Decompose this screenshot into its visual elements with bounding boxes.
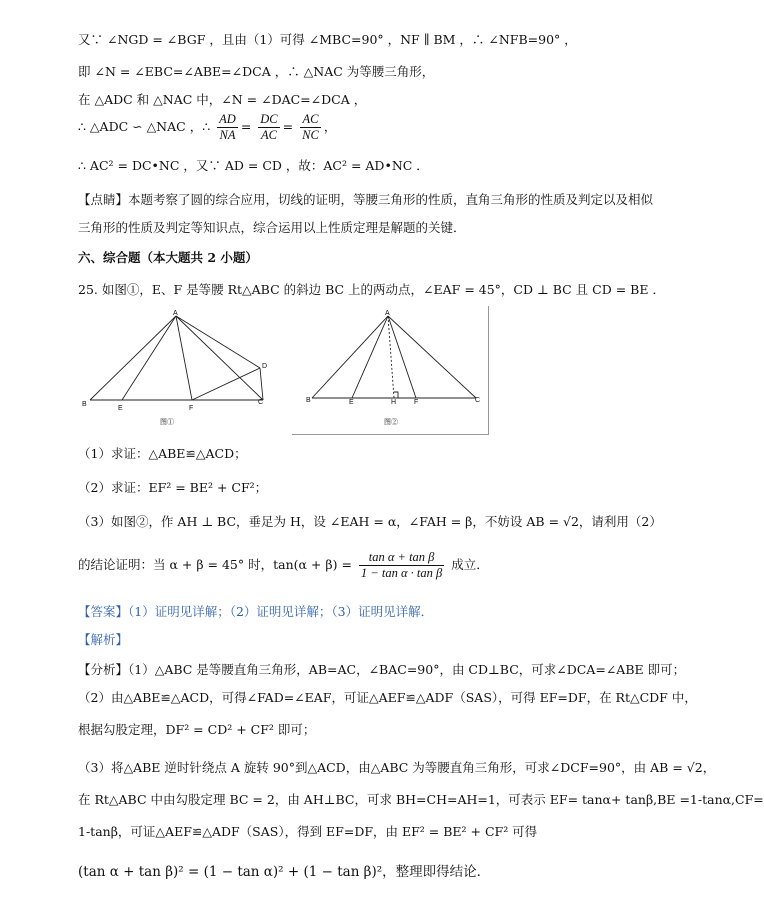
figure-2 <box>292 306 489 435</box>
analysis-line-5: 在 Rt△ABC 中由勾股定理 BC = 2，由 AH⊥BC，可求 BH=CH=AH=1，可表示 EF= tanα+ tanβ,BE =1-tanα,CF= <box>78 792 764 807</box>
fraction-dc-ac: $\frac{DC}{AC}$ <box>260 112 278 142</box>
fig1-label-e: E <box>118 405 123 412</box>
fig1-caption: 图① <box>160 419 174 426</box>
part-2: （2）求证：EF² = BE² + CF²； <box>78 480 268 495</box>
analysis-line-6: 1-tanβ，可证△AEF≌△ADF（SAS），得到 EF=DF，由 EF² = BE² + CF² 可得 <box>78 824 538 839</box>
fig2-label-h: H <box>391 399 397 406</box>
fraction-ad-na: $\frac{AD}{NA}$ <box>219 112 236 142</box>
fraction-ac-nc: $\frac{AC}{NC}$ <box>302 112 319 142</box>
fig2-label-a: A <box>385 310 390 317</box>
text-line-1: 又∵ ∠NGD = ∠BGF ，且由（1）可得 ∠MBC=90° ，NF ∥ BM ，∴ ∠NFB=90° ， <box>78 32 577 47</box>
analysis-line-7: (tan α + tan β)² = (1 − tan α)² + (1 − tan β)²，整理即得结论． <box>78 864 491 880</box>
fig2-label-e: E <box>349 399 354 406</box>
answer-line: 【答案】（1）证明见详解；（2）证明见详解；（3）证明见详解． <box>78 604 434 619</box>
fig2-label-f: F <box>414 399 419 406</box>
part-3-conclusion <box>78 550 489 581</box>
tan-sum-fraction: $\frac{\text{tan α + tan β}}{\text{1 − tan α · tan β}}$ <box>360 550 443 580</box>
question-25: 25. 如图①，E、F 是等腰 Rt△ABC 的斜边 BC 上的两动点，∠EAF = 45°，CD ⊥ BC 且 CD = BE ． <box>78 282 665 297</box>
fig2-label-b: B <box>306 397 311 404</box>
text-line-3: 在 △ADC 和 △NAC 中，∠N = ∠DAC=∠DCA ， <box>78 92 367 107</box>
analysis-line-4: （3）将△ABE 逆时针绕点 A 旋转 90°到△ACD，由△ABC 为等腰直角三角形，可求∠DCF=90°，由 AB = √2， <box>78 760 716 775</box>
fig2-caption: 图② <box>384 419 398 426</box>
fig1-label-f: F <box>189 405 194 412</box>
section-heading: 六、综合题（本大题共 2 小题） <box>78 250 258 265</box>
analysis-line-3: 根据勾股定理，DF² = CD² + CF² 即可； <box>78 722 316 737</box>
fig1-label-c: C <box>258 399 264 406</box>
fig1-label-a: A <box>173 310 178 317</box>
comment-line-2: 三角形的性质及判定等知识点，综合运用以上性质定理是解题的关键． <box>78 220 466 235</box>
analysis-heading: 【解析】 <box>78 632 129 647</box>
text-line-4: ∴ △ADC ∽ △NAC ，∴ $\frac{AD}{NA}$ = $\frac{DC}{AC}$ = $\frac{AC}{NC}$ ， <box>78 112 337 142</box>
l4-prefix: ∴ △ADC ∽ △NAC ，∴ <box>78 119 211 134</box>
comment-line-1: 【点睛】本题考察了圆的综合应用，切线的证明，等腰三角形的性质，直角三角形的性质及判定以及相似 <box>78 192 654 207</box>
fig1-label-b: B <box>82 401 87 408</box>
text-line-5: ∴ AC² = DC•NC ，又∵ AD = CD ，故：AC² = AD•NC ． <box>78 158 429 173</box>
analysis-line-2: （2）由△ABE≌△ACD，可得∠FAD=∠EAF，可证△AEF≌△ADF（SAS），可得 EF=DF，在 Rt△CDF 中， <box>78 690 697 705</box>
p4-prefix: 的结论证明：当 α + β = 45° 时，tan(α + β) = <box>78 557 352 572</box>
analysis-line-1: 【分析】（1）△ABC 是等腰直角三角形，AB=AC，∠BAC=90°，由 CD⊥BC，可求∠DCA=∠ABE 即可； <box>78 662 686 677</box>
figure-1 <box>78 306 274 430</box>
p4-suffix: 成立． <box>451 557 489 572</box>
part-1: （1）求证：△ABE≌△ACD； <box>78 446 247 461</box>
fig1-label-d: D <box>262 363 268 370</box>
fig2-label-c: C <box>475 397 481 404</box>
text-line-2: 即 ∠N = ∠EBC=∠ABE=∠DCA ，∴ △NAC 为等腰三角形， <box>78 64 435 79</box>
part-3: （3）如图②，作 AH ⊥ BC，垂足为 H，设 ∠EAH = α，∠FAH = β，不妨设 AB = √2，请利用（2） <box>78 514 662 529</box>
